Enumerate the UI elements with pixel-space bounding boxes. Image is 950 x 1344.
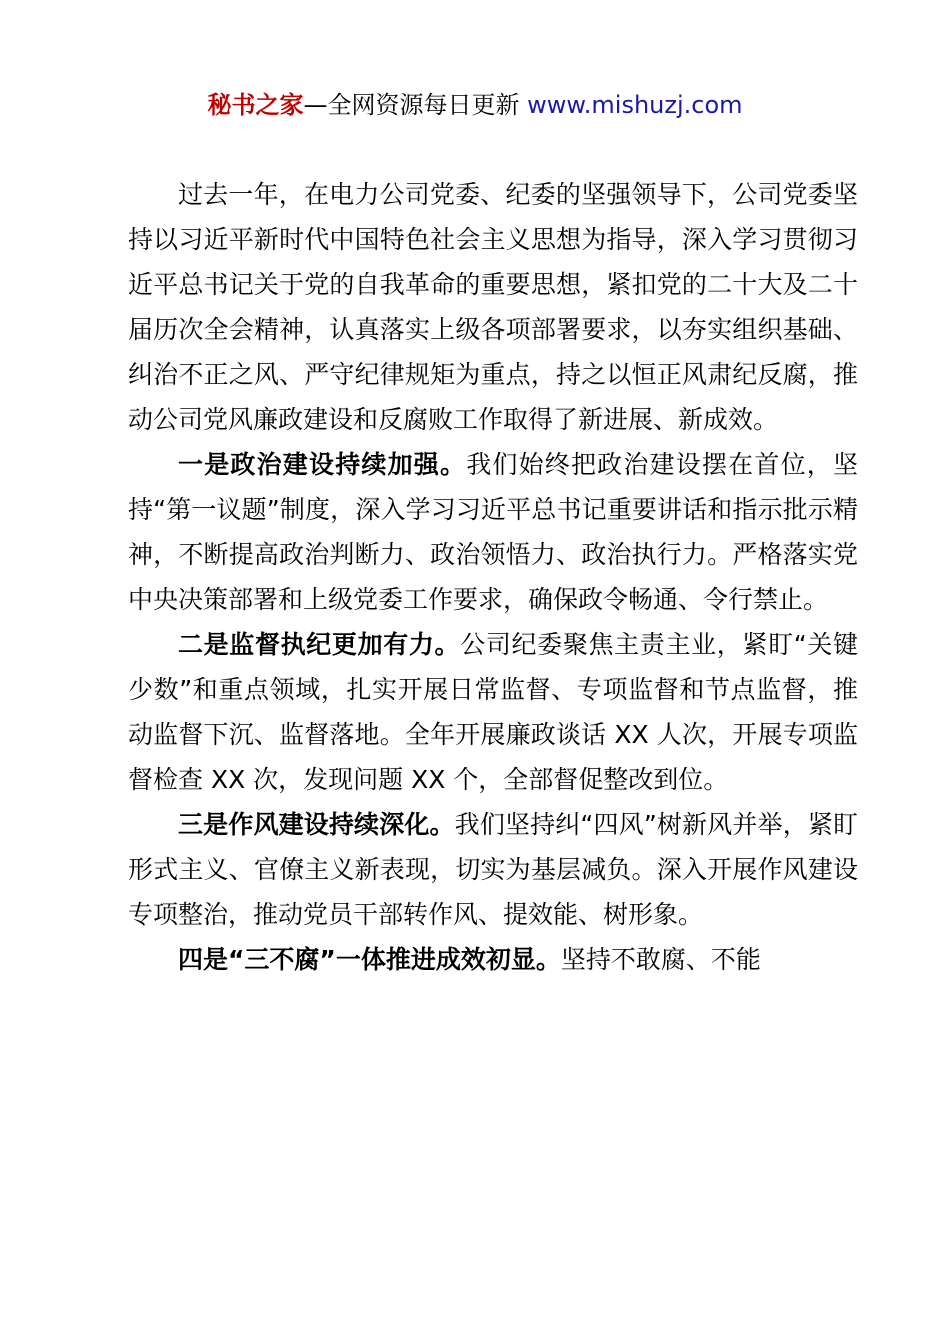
paragraph-political-building xyxy=(128,442,858,622)
paragraph-text: 公司纪委聚焦主责主业，紧盯“关键少数”和重点领域，扎实开展日常监督、专项监督和节点监督，推动监督下沉、监督落地。全年开展廉政谈话 XX 人次，开展专项监督检查 XX 次，发现问题 XX 个，全部督促整改到位。 xyxy=(128,630,858,794)
paragraph-three-no-corruption xyxy=(128,937,858,982)
paragraph-lead: 一是政治建设持续加强。 xyxy=(178,450,467,479)
site-url-link[interactable]: www.mishuzj.com xyxy=(527,91,743,119)
paragraph-lead: 三是作风建设持续深化。 xyxy=(178,810,455,839)
paragraph-intro xyxy=(128,172,858,442)
paragraph-work-style xyxy=(128,802,858,937)
document-body xyxy=(128,172,858,982)
brand-name: 秘书之家 xyxy=(207,91,304,119)
paragraph-text: 我们始终把政治建设摆在首位，坚持“第一议题”制度，深入学习习近平总书记重要讲话和指示批示精神，不断提高政治判断力、政治领悟力、政治执行力。严格落实党中央决策部署和上级党委工作要求，确保政令畅通、令行禁止。 xyxy=(128,450,858,614)
paragraph-text: 过去一年，在电力公司党委、纪委的坚强领导下，公司党委坚持以习近平新时代中国特色社会主义思想为指导，深入学习贯彻习近平总书记关于党的自我革命的重要思想，紧扣党的二十大及二十届历次全会精神，认真落实上级各项部署要求，以夯实组织基础、纠治不正之风、严守纪律规矩为重点，持之以恒正风肃纪反腐，推动公司党风廉政建设和反腐败工作取得了新进展、新成效。 xyxy=(128,180,858,434)
paragraph-lead: 二是监督执纪更加有力。 xyxy=(178,630,461,659)
paragraph-supervision xyxy=(128,622,858,802)
paragraph-text: 坚持不敢腐、不能 xyxy=(560,945,761,974)
paragraph-text: 我们坚持纠“四风”树新风并举，紧盯形式主义、官僚主义新表现，切实为基层减负。深入开展作风建设专项整治，推动党员干部转作风、提效能、树形象。 xyxy=(128,810,858,929)
page-header xyxy=(0,86,950,124)
paragraph-lead: 四是“三不腐”一体推进成效初显。 xyxy=(178,945,561,974)
header-tagline: —全网资源每日更新 xyxy=(303,91,520,119)
